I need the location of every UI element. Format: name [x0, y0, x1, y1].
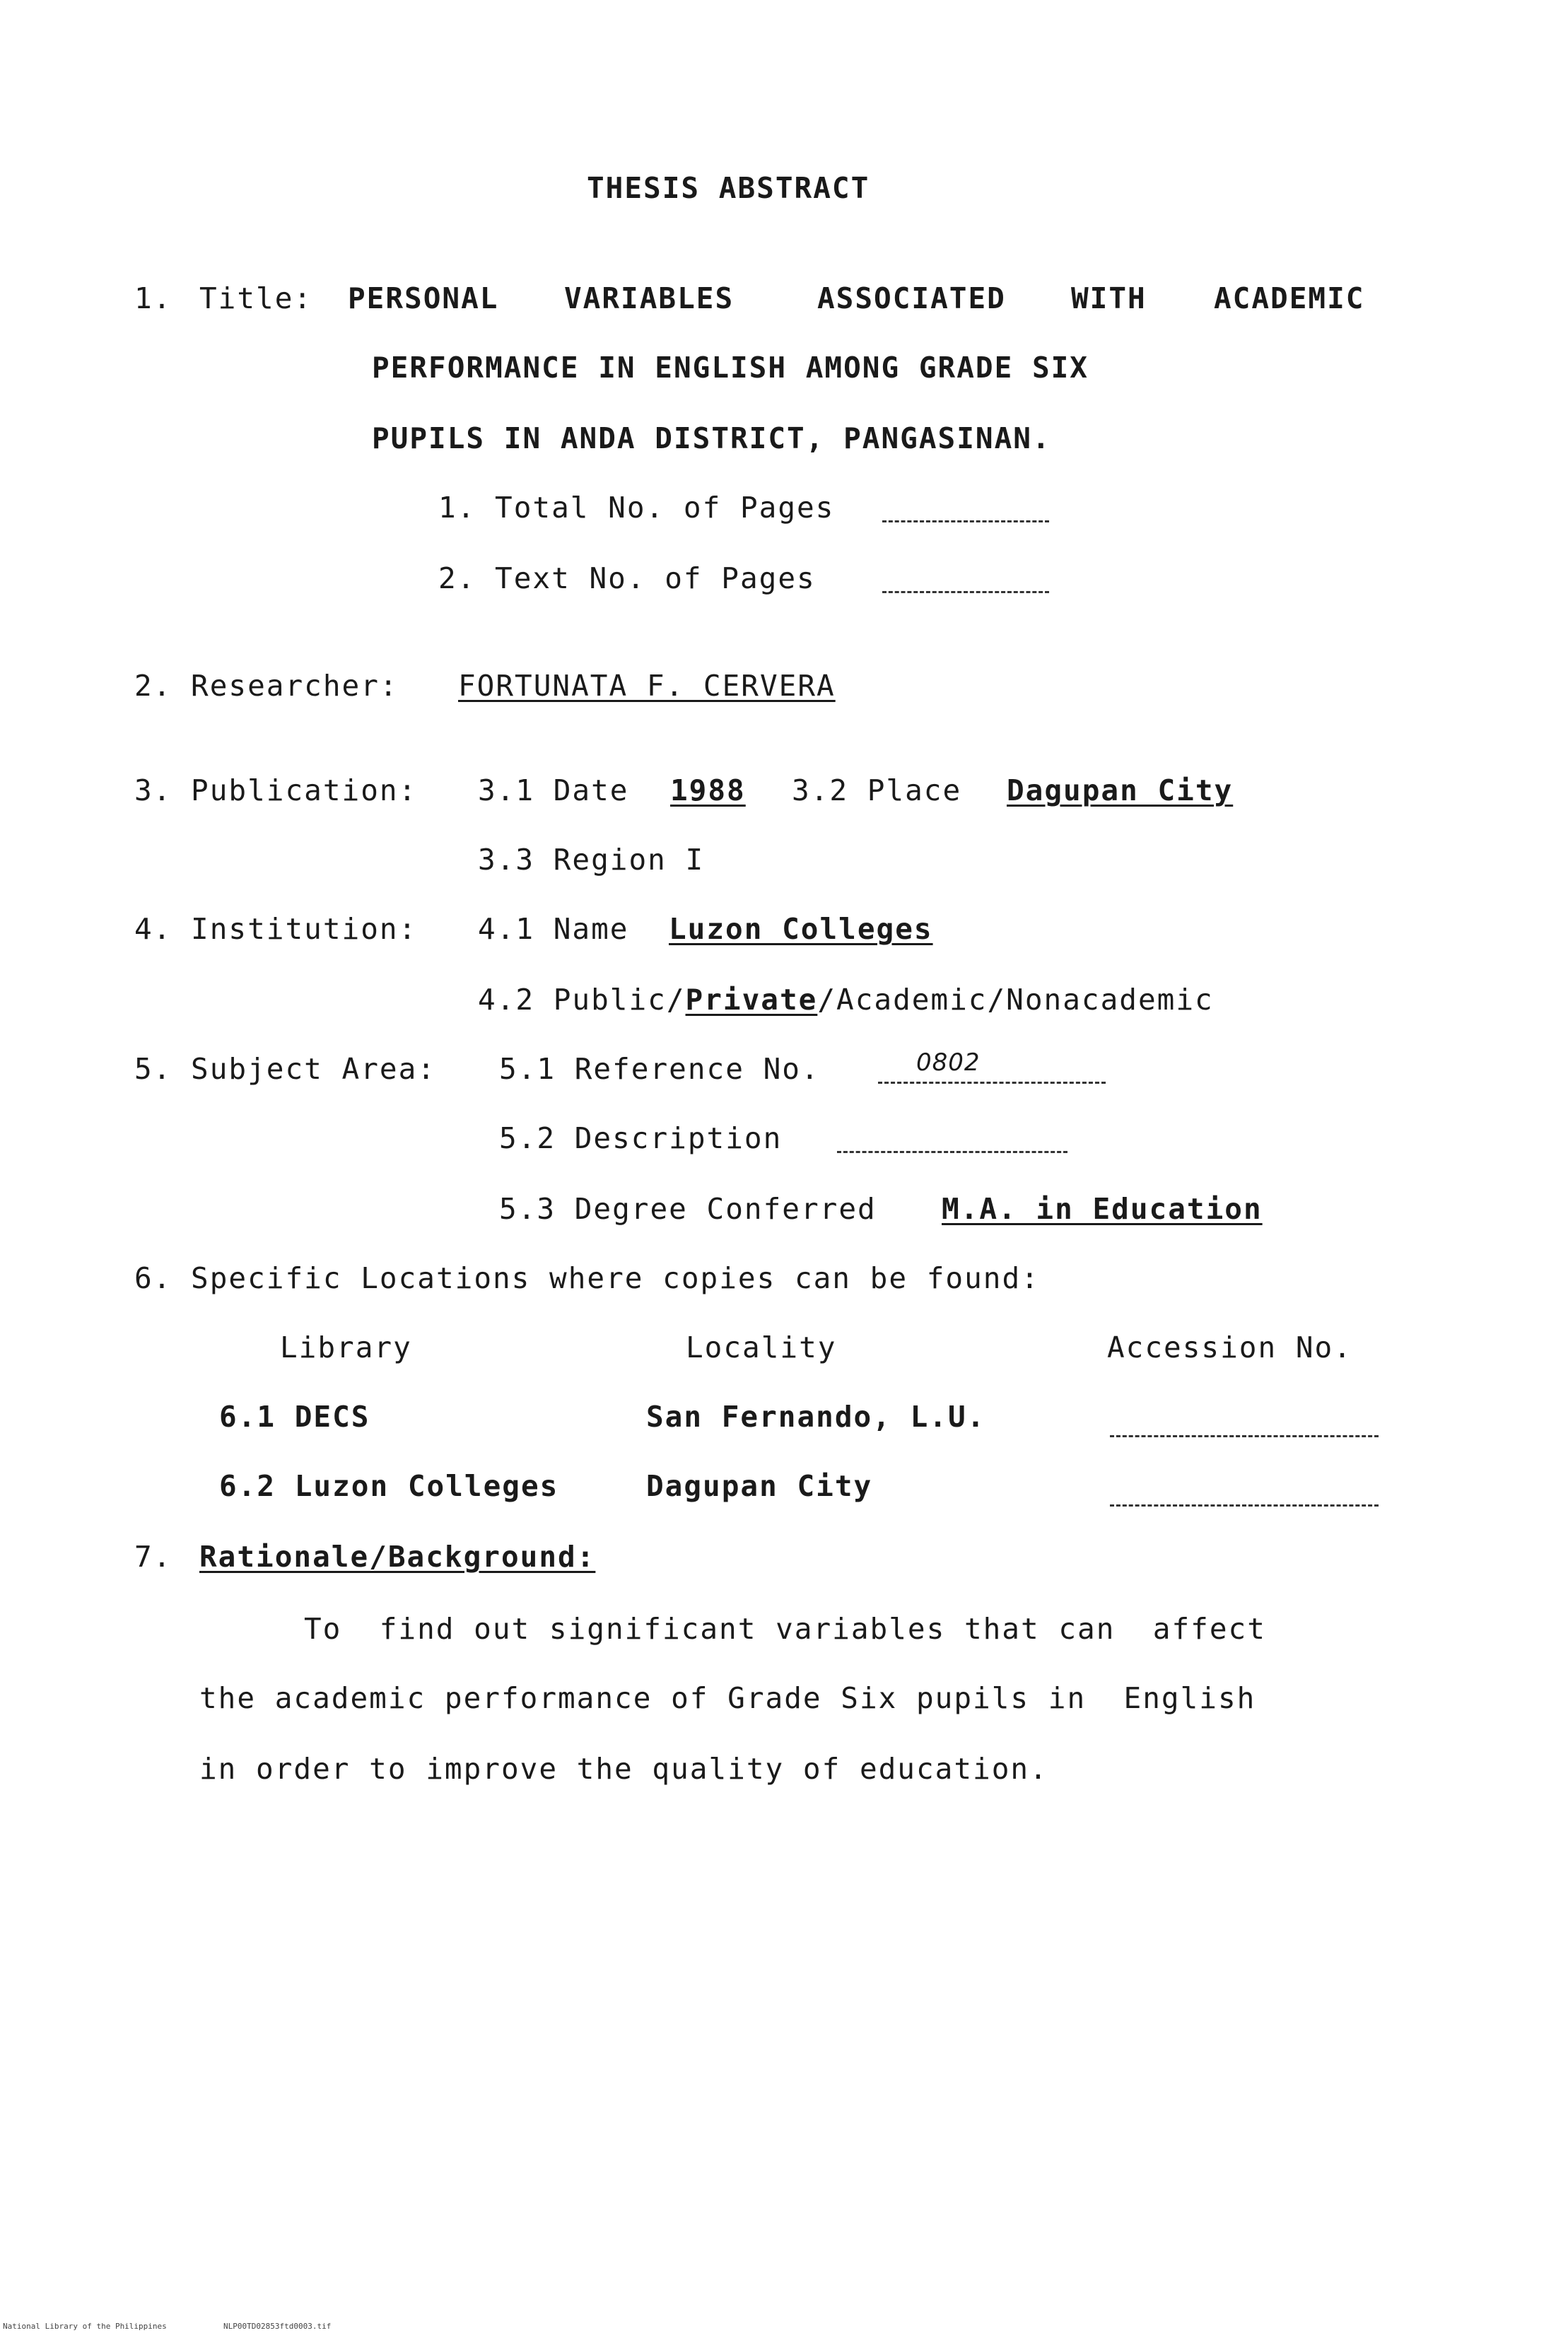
- reference-blank: [878, 1082, 1106, 1084]
- page-heading: THESIS ABSTRACT: [587, 171, 870, 205]
- publication-place-label: 3.2 Place: [792, 773, 962, 807]
- total-pages-blank: [882, 520, 1049, 522]
- title-word: ACADEMIC: [1214, 281, 1365, 315]
- rationale-number: 7.: [134, 1540, 172, 1574]
- footer-filename: NLP00TD02853ftd0003.tif: [223, 2322, 332, 2331]
- title-word: WITH: [1071, 281, 1147, 315]
- footer-source: National Library of the Philippines: [3, 2322, 167, 2331]
- institution-type-selected: Private: [685, 983, 818, 1017]
- title-line-2: PERFORMANCE IN ENGLISH AMONG GRADE SIX: [372, 351, 1089, 385]
- title-label: Title:: [199, 281, 313, 315]
- rationale-label: Rationale/Background:: [199, 1540, 596, 1574]
- text-pages-blank: [882, 591, 1049, 593]
- title-word: VARIABLES: [564, 281, 735, 315]
- rationale-line: in order to improve the quality of education.: [199, 1752, 1048, 1786]
- title-word: PERSONAL: [348, 281, 499, 315]
- institution-type: [478, 983, 1214, 1017]
- title-line-3: PUPILS IN ANDA DISTRICT, PANGASINAN.: [372, 421, 1051, 455]
- description-blank: [837, 1151, 1067, 1153]
- publication-place: Dagupan City: [1007, 773, 1234, 807]
- location-locality: San Fernando, L.U.: [646, 1400, 986, 1434]
- publication-date-label: 3.1 Date: [478, 773, 629, 807]
- institution-type-prefix: 4.2 Public/: [478, 983, 686, 1017]
- locations-label: 6. Specific Locations where copies can be found:: [134, 1261, 1040, 1295]
- subject-label: 5. Subject Area:: [134, 1052, 436, 1086]
- institution-type-suffix: /Academic/Nonacademic: [817, 983, 1214, 1017]
- location-library: 6.2 Luzon Colleges: [219, 1469, 559, 1503]
- locations-header-accession: Accession No.: [1107, 1331, 1352, 1364]
- text-pages-label: 2. Text No. of Pages: [438, 561, 816, 595]
- reference-value: 0802: [916, 1048, 981, 1077]
- publication-region: 3.3 Region I: [478, 843, 705, 877]
- institution-name: Luzon Colleges: [669, 912, 933, 946]
- location-library: 6.1 DECS: [219, 1400, 370, 1434]
- title-number: 1.: [134, 281, 172, 315]
- degree-value: M.A. in Education: [942, 1192, 1263, 1226]
- rationale-line: the academic performance of Grade Six pupils in English: [199, 1681, 1256, 1715]
- publication-label: 3. Publication:: [134, 773, 418, 807]
- accession-blank: [1110, 1504, 1379, 1507]
- publication-date: 1988: [670, 773, 746, 807]
- locations-header-library: Library: [280, 1331, 412, 1364]
- institution-label: 4. Institution:: [134, 912, 418, 946]
- location-locality: Dagupan City: [646, 1469, 873, 1503]
- institution-name-label: 4.1 Name: [478, 912, 629, 946]
- researcher-name: FORTUNATA F. CERVERA: [458, 669, 836, 703]
- accession-blank: [1110, 1435, 1379, 1437]
- description-label: 5.2 Description: [499, 1121, 783, 1155]
- title-word: ASSOCIATED: [817, 281, 1006, 315]
- total-pages-label: 1. Total No. of Pages: [438, 491, 835, 525]
- degree-label: 5.3 Degree Conferred: [499, 1192, 877, 1226]
- locations-header-locality: Locality: [686, 1331, 837, 1364]
- reference-label: 5.1 Reference No.: [499, 1052, 820, 1086]
- rationale-line: To find out significant variables that can affect: [304, 1612, 1266, 1646]
- researcher-label: 2. Researcher:: [134, 669, 399, 703]
